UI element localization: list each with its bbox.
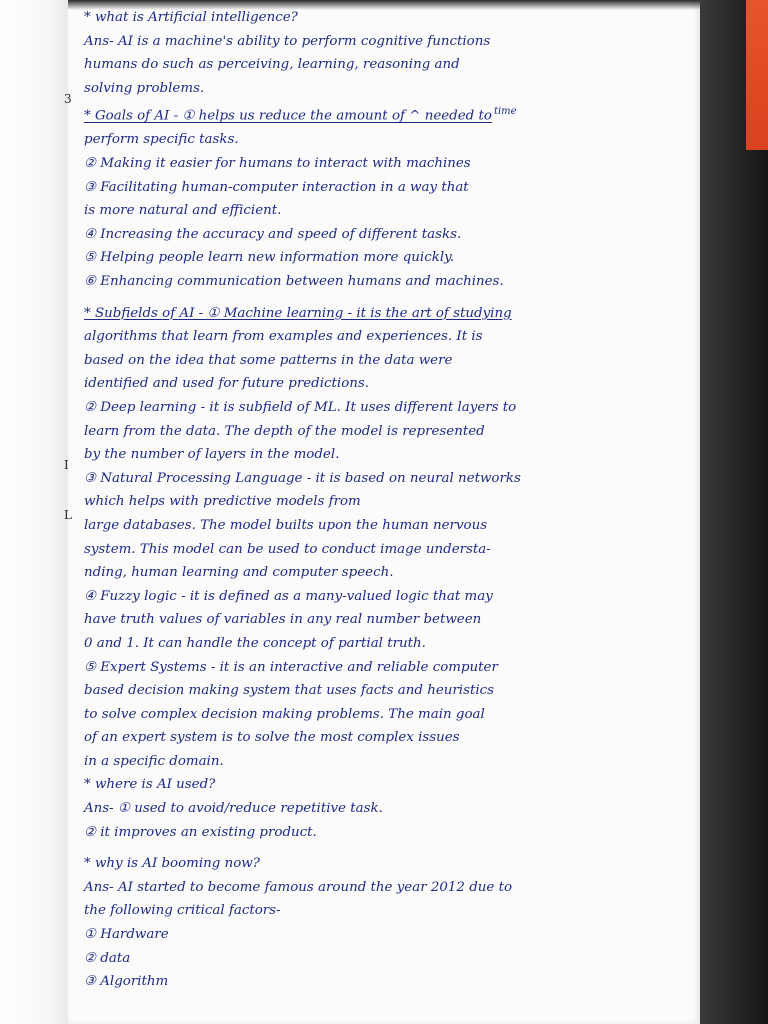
note-line: identified and used for future predictions.: [84, 376, 370, 392]
note-line: to solve complex decision making problems. The main goal: [84, 706, 485, 722]
insertion-note: time: [493, 106, 517, 118]
note-line: in a specific domain.: [84, 753, 224, 769]
goal-item: ④ Increasing the accuracy and speed of different tasks.: [84, 226, 462, 242]
answer-line: humans do such as perceiving, learning, reasoning and: [84, 57, 460, 73]
note-line: is more natural and efficient.: [84, 203, 282, 219]
note-line: learn from the data. The depth of the model is represented: [84, 423, 485, 439]
answer-line: Ans- AI is a machine's ability to perform cognitive functions: [84, 33, 491, 49]
note-line: based decision making system that uses facts and heuristics: [84, 683, 494, 699]
scan-background-right: [700, 0, 768, 1024]
margin-mark: 3: [64, 92, 72, 106]
factor-item: ③ Algorithm: [84, 974, 169, 990]
goal-item: ⑥ Enhancing communication between humans and machines.: [84, 274, 504, 289]
question-heading: * why is AI booming now?: [84, 856, 260, 872]
note-line: based on the idea that some patterns in the data were: [84, 352, 453, 368]
goal-item: ② Making it easier for humans to interact with machines: [84, 156, 471, 172]
note-line: have truth values of variables in any real number between: [84, 612, 482, 628]
note-line: system. This model can be used to conduct image understa-: [84, 541, 491, 557]
note-line: perform specific tasks.: [84, 132, 239, 148]
subfield-item: ③ Natural Processing Language - it is based on neural networks: [84, 470, 521, 486]
margin-mark: L: [64, 508, 72, 522]
orange-folder-edge: [746, 0, 768, 150]
goal-item: ⑤ Helping people learn new information more quickly.: [84, 250, 455, 266]
subfields-heading: * Subfields of AI - ① Machine learning - it is the art of studying: [84, 305, 512, 321]
note-line: algorithms that learn from examples and experiences. It is: [84, 329, 483, 345]
note-line: of an expert system is to solve the most complex issues: [84, 730, 460, 746]
factor-item: ② data: [84, 950, 131, 966]
subfield-item: ⑤ Expert Systems - it is an interactive and reliable computer: [84, 659, 498, 675]
note-line: by the number of layers in the model.: [84, 447, 340, 463]
subfield-item: ② Deep learning - it is subfield of ML. It uses different layers to: [84, 399, 517, 415]
goal-item: ③ Facilitating human-computer interaction in a way that: [84, 179, 469, 195]
factor-item: ① Hardware: [84, 927, 169, 943]
note-line: nding, human learning and computer speech.: [84, 565, 394, 581]
answer-line: Ans- AI started to become famous around the year 2012 due to: [84, 879, 513, 895]
goals-heading-text: * Goals of AI - ① helps us reduce the amount of ^ needed to: [84, 108, 492, 124]
goals-heading-line: [84, 100, 684, 128]
handwritten-notes: [84, 6, 684, 994]
question-heading: * where is AI used?: [84, 777, 216, 793]
answer-line: the following critical factors-: [84, 903, 281, 919]
note-line: which helps with predictive models from: [84, 494, 361, 510]
note-line: large databases. The model builts upon the human nervous: [84, 517, 488, 533]
margin-mark: I: [64, 458, 69, 472]
subfield-item: ④ Fuzzy logic - it is defined as a many-valued logic that may: [84, 588, 493, 604]
note-line: 0 and 1. It can handle the concept of partial truth.: [84, 635, 426, 651]
question-heading: * what is Artificial intelligence?: [84, 10, 298, 25]
scan-background-left: [0, 0, 68, 1024]
answer-line: ② it improves an existing product.: [84, 824, 317, 840]
answer-line: solving problems.: [84, 80, 205, 96]
answer-line: Ans- ① used to avoid/reduce repetitive task.: [84, 801, 383, 817]
